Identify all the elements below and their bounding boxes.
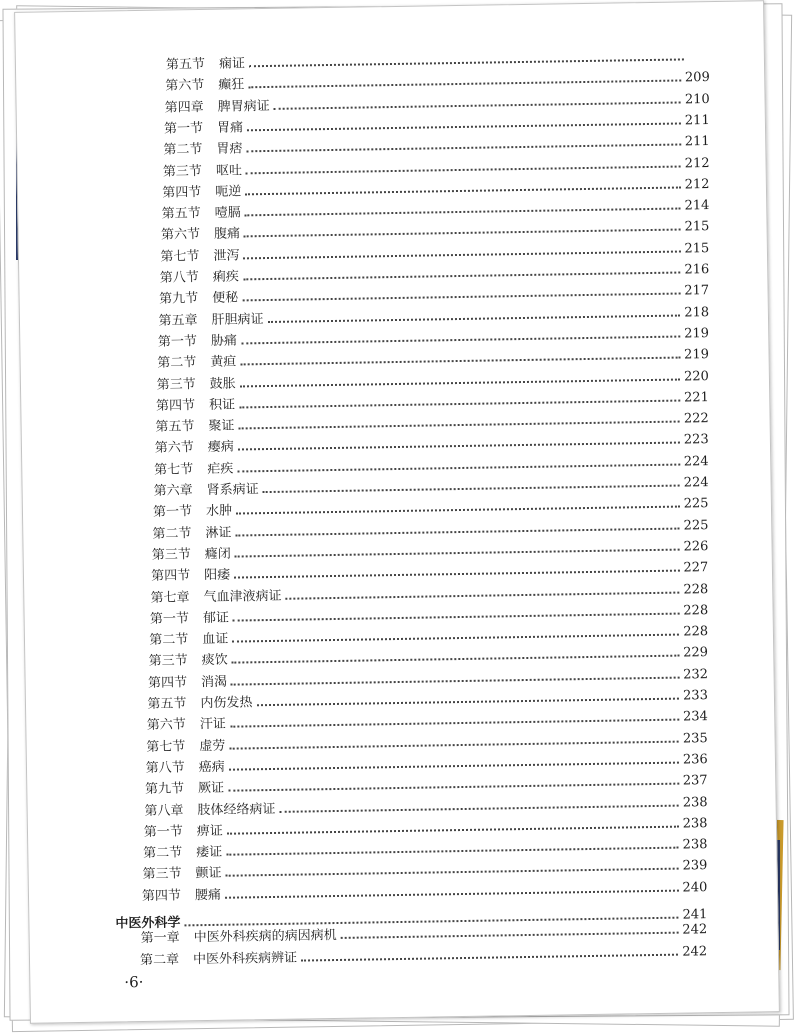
dot-leader bbox=[236, 506, 680, 515]
dot-leader bbox=[234, 570, 679, 579]
dot-leader bbox=[232, 655, 680, 664]
toc-entry-title: 便秘 bbox=[212, 290, 239, 307]
toc-entry-label: 第四章 bbox=[164, 99, 204, 116]
toc-entry-label: 第六节 bbox=[146, 717, 187, 734]
toc-entry-title: 肝胆病证 bbox=[211, 311, 264, 328]
toc-entry-title: 噎膈 bbox=[214, 205, 241, 221]
toc-entry-label: 第一节 bbox=[152, 504, 193, 521]
toc-entry-label: 第二节 bbox=[157, 355, 197, 371]
toc-entry-title: 血证 bbox=[202, 631, 229, 648]
toc-entry-title: 水肿 bbox=[205, 503, 233, 520]
toc-entry-page-number: 225 bbox=[683, 496, 709, 512]
toc-entry-title: 胁痛 bbox=[210, 333, 238, 349]
toc-entry-label: 第七节 bbox=[154, 461, 194, 478]
dot-leader bbox=[263, 485, 680, 494]
toc-entry-title: 肾系病证 bbox=[206, 482, 259, 498]
toc-entry-title: 厥证 bbox=[197, 780, 225, 797]
toc-entry-page-number: 224 bbox=[683, 475, 709, 491]
toc-entry-title: 鼓胀 bbox=[209, 376, 236, 392]
dot-leader bbox=[243, 272, 681, 281]
toc-entry-title: 呕吐 bbox=[215, 162, 243, 179]
toc-entry-title: 中医外科疾病辨证 bbox=[192, 950, 298, 967]
toc-entry-label: 第五节 bbox=[147, 696, 187, 712]
toc-entry-label: 第三节 bbox=[148, 653, 188, 670]
toc-entry-label: 第六节 bbox=[154, 440, 194, 457]
toc-entry-label: 第九节 bbox=[144, 781, 185, 798]
toc-entry-label: 第四节 bbox=[151, 568, 191, 585]
toc-entry-label: 第二节 bbox=[149, 632, 189, 648]
toc-entry-page-number: 229 bbox=[683, 645, 709, 661]
toc-entry-page-number: 215 bbox=[684, 240, 710, 257]
dot-leader bbox=[228, 783, 679, 792]
toc-entry-page-number: 233 bbox=[682, 688, 709, 704]
toc-entry-title: 腹痛 bbox=[213, 226, 241, 243]
toc-entry-page-number: 232 bbox=[683, 666, 709, 683]
toc-entry-label: 第一节 bbox=[143, 824, 183, 840]
dot-leader bbox=[238, 442, 680, 451]
toc-entry-label: 第二章 bbox=[139, 952, 180, 968]
toc-entry-label: 第七节 bbox=[160, 248, 200, 265]
dot-leader bbox=[301, 953, 678, 961]
toc-entry-page-number: 238 bbox=[682, 815, 708, 832]
toc-entry-page-number: 211 bbox=[684, 112, 710, 129]
toc-entry-label: 第一节 bbox=[163, 120, 204, 137]
toc-entry-title: 胃痞 bbox=[216, 141, 243, 157]
toc-entry-title: 癫狂 bbox=[218, 77, 245, 94]
toc-entry-label: 第八章 bbox=[144, 802, 184, 819]
dot-leader bbox=[257, 698, 680, 707]
toc-entry-title: 痫证 bbox=[218, 56, 246, 72]
dot-leader bbox=[245, 208, 681, 217]
dot-leader bbox=[279, 804, 678, 812]
toc-entry-label: 第六节 bbox=[160, 227, 201, 244]
toc-entry-label: 第二节 bbox=[143, 845, 183, 862]
dot-leader bbox=[232, 634, 679, 643]
toc-entry-title: 积证 bbox=[208, 397, 236, 413]
toc-entry-page-number: 234 bbox=[682, 709, 708, 725]
dot-leader bbox=[244, 229, 681, 238]
dot-leader bbox=[227, 825, 679, 834]
dot-leader bbox=[243, 250, 680, 259]
toc-entry-page-number: 214 bbox=[684, 198, 710, 214]
toc-entry-title: 瘿病 bbox=[207, 439, 235, 456]
toc-entry-title: 癃闭 bbox=[204, 546, 231, 562]
toc-entry-page-number: 212 bbox=[684, 176, 710, 193]
toc-entry-label: 第五节 bbox=[161, 206, 201, 222]
toc-entry-label: 第七节 bbox=[146, 738, 186, 755]
toc-entry-label: 第四节 bbox=[147, 675, 188, 691]
toc-entry-title: 胃痛 bbox=[216, 120, 244, 136]
dot-leader bbox=[242, 293, 680, 302]
toc-entry-page-number: 221 bbox=[683, 389, 709, 406]
toc-entry-page-number: 239 bbox=[682, 858, 708, 874]
dot-leader bbox=[235, 548, 680, 557]
toc-entry-title: 呃逆 bbox=[215, 184, 242, 200]
dot-leader bbox=[231, 676, 679, 685]
toc-entry-label: 第三节 bbox=[162, 163, 203, 180]
dot-leader bbox=[240, 357, 680, 366]
toc-entry-page-number: 227 bbox=[683, 560, 709, 576]
dot-leader bbox=[229, 761, 679, 770]
toc-entry-page-number: 219 bbox=[684, 325, 710, 342]
toc-entry-label: 中医外科学 bbox=[115, 915, 181, 932]
toc-entry-page-number: 222 bbox=[683, 411, 709, 427]
toc-entry-page-number: 225 bbox=[683, 517, 709, 534]
toc-entry-label: 第二节 bbox=[163, 142, 203, 158]
toc-entry-title: 脾胃病证 bbox=[217, 98, 270, 115]
toc-entry-page-number: 237 bbox=[682, 773, 708, 789]
dot-leader bbox=[239, 399, 680, 408]
dot-leader bbox=[249, 58, 684, 67]
dot-leader bbox=[341, 932, 679, 939]
toc-entry-page-number: 242 bbox=[682, 943, 708, 960]
dot-leader bbox=[248, 80, 681, 89]
toc-entry-title: 虚劳 bbox=[199, 738, 226, 754]
page-number: ·6· bbox=[124, 973, 144, 992]
toc-entry-title: 黄疸 bbox=[210, 354, 237, 371]
toc-entry-page-number: 241 bbox=[682, 907, 708, 923]
toc-entry-page-number: 217 bbox=[684, 283, 710, 299]
dot-leader bbox=[241, 335, 680, 344]
toc-entry-title: 疟疾 bbox=[207, 461, 234, 477]
dot-leader bbox=[233, 612, 679, 621]
toc-entry-title: 痹证 bbox=[196, 823, 223, 839]
toc-entry-label: 第八节 bbox=[145, 760, 185, 776]
toc-entry-page-number: 228 bbox=[683, 602, 709, 619]
dot-leader bbox=[268, 314, 681, 322]
toc-entry-label: 第四节 bbox=[162, 184, 202, 201]
toc-entry-page-number: 238 bbox=[682, 794, 708, 811]
toc-entry-page-number: 215 bbox=[684, 219, 710, 235]
toc-entry-label: 第四节 bbox=[141, 888, 182, 904]
toc-entry-page-number: 218 bbox=[684, 304, 710, 321]
dot-leader bbox=[247, 144, 681, 153]
toc-entry-label: 第一章 bbox=[140, 930, 180, 947]
dot-leader bbox=[225, 889, 679, 898]
dot-leader bbox=[235, 527, 679, 536]
dot-leader bbox=[229, 740, 679, 749]
dot-leader bbox=[274, 101, 681, 109]
dot-leader bbox=[247, 122, 681, 131]
toc-entry-title: 痰饮 bbox=[201, 653, 228, 669]
toc-entry-title: 汗证 bbox=[199, 717, 227, 733]
toc-entry-label: 第五节 bbox=[165, 56, 206, 73]
dot-leader bbox=[239, 421, 680, 430]
toc-entry-label: 第三节 bbox=[142, 866, 182, 883]
toc-entry-title: 阳痿 bbox=[204, 567, 231, 584]
toc-entry-label: 第七章 bbox=[150, 589, 190, 606]
toc-entry-page-number: 212 bbox=[684, 155, 710, 171]
toc-entry-page-number: 216 bbox=[684, 262, 710, 278]
toc-entry-title: 痢疾 bbox=[212, 269, 239, 285]
toc-entry-page-number: 211 bbox=[684, 134, 710, 150]
toc-entry-page-number: 240 bbox=[682, 879, 708, 896]
toc-entry-page-number: 238 bbox=[682, 837, 708, 853]
toc-entry-title: 痿证 bbox=[196, 844, 223, 861]
toc-entry-title: 郁证 bbox=[202, 610, 230, 626]
toc-entry-label: 第八节 bbox=[159, 270, 199, 286]
toc-entry-label: 第一节 bbox=[149, 611, 190, 627]
toc-entry-page-number: 236 bbox=[682, 752, 708, 768]
toc-entry-title: 中医外科疾病的病因病机 bbox=[193, 928, 337, 946]
toc-entry-title: 聚证 bbox=[208, 418, 235, 435]
dot-leader bbox=[230, 719, 679, 728]
toc-entry-label: 第一节 bbox=[157, 334, 198, 350]
dot-leader bbox=[237, 463, 680, 472]
toc-entry-title: 淋证 bbox=[205, 525, 232, 541]
toc-entry-label: 第六章 bbox=[153, 483, 193, 499]
toc-entry-label: 第二节 bbox=[152, 525, 192, 542]
toc-entry-page-number: 219 bbox=[684, 347, 710, 363]
toc-entry-label: 第三节 bbox=[156, 376, 196, 393]
toc-page bbox=[14, 0, 780, 1024]
toc-entry-title: 颤证 bbox=[195, 866, 222, 882]
toc-entry-page-number: 210 bbox=[684, 91, 710, 108]
toc-entry-label: 第四节 bbox=[155, 397, 196, 414]
toc-entry-page-number: 242 bbox=[682, 922, 708, 938]
toc-entry-title: 腰痛 bbox=[194, 887, 222, 903]
dot-leader bbox=[226, 868, 679, 877]
toc-entry-title: 癌病 bbox=[198, 759, 225, 776]
toc-entry-page-number: 228 bbox=[683, 581, 709, 598]
toc-entry-label: 第三节 bbox=[151, 547, 191, 563]
toc-entry-title: 内伤发热 bbox=[200, 695, 253, 712]
toc-entry-title: 肢体经络病证 bbox=[197, 801, 276, 818]
toc-entry-page-number: 223 bbox=[683, 432, 709, 448]
toc-entry-label: 第九节 bbox=[159, 291, 199, 308]
toc-entry-page-number: 224 bbox=[683, 453, 709, 470]
toc-entry-page-number: 235 bbox=[682, 730, 708, 747]
toc-entry-label: 第六节 bbox=[165, 78, 205, 94]
toc-entry-label: 第五章 bbox=[158, 312, 198, 329]
toc-entry-page-number: 226 bbox=[683, 539, 709, 555]
toc-entry-page-number: 209 bbox=[684, 70, 710, 86]
dot-leader bbox=[245, 186, 680, 195]
toc-entry-page-number: 220 bbox=[683, 368, 710, 384]
toc-entry-title: 泄泻 bbox=[213, 248, 240, 264]
toc-entry-page-number: 228 bbox=[683, 624, 709, 640]
toc-entry-title: 气血津液病证 bbox=[203, 588, 282, 605]
dot-leader bbox=[226, 847, 678, 856]
dot-leader bbox=[240, 378, 680, 387]
toc-entry-title: 消渴 bbox=[200, 674, 228, 690]
dot-leader bbox=[246, 165, 681, 174]
dot-leader bbox=[286, 591, 680, 599]
toc-entry-label: 第五节 bbox=[155, 419, 195, 435]
